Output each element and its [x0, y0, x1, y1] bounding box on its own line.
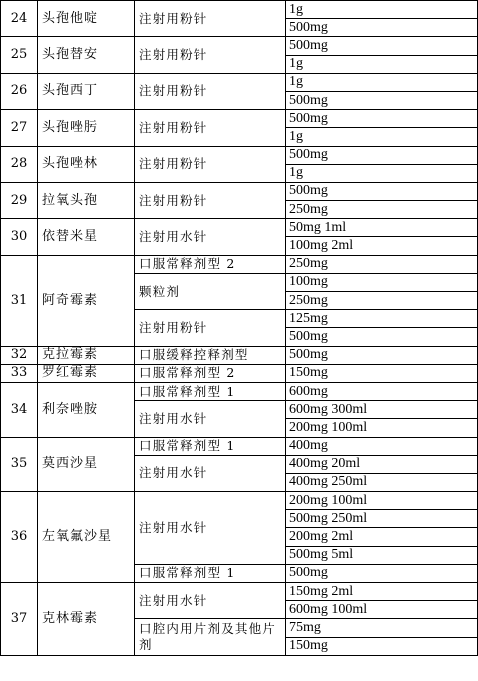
specification: 1g — [286, 1, 478, 19]
table-row — [1, 219, 478, 237]
specification: 500mg — [286, 182, 478, 200]
specification: 200mg 100ml — [286, 419, 478, 437]
drug-name: 依替米星 — [38, 219, 135, 255]
drug-name: 克拉霉素 — [38, 346, 135, 364]
drug-name: 拉氧头孢 — [38, 182, 135, 218]
specification: 150mg — [286, 637, 478, 655]
specification: 150mg — [286, 364, 478, 382]
specification: 600mg — [286, 382, 478, 400]
specification: 50mg 1ml — [286, 219, 478, 237]
specification: 500mg — [286, 110, 478, 128]
row-number: 26 — [1, 73, 38, 109]
drug-name: 利奈唑胺 — [38, 382, 135, 437]
row-number: 24 — [1, 1, 38, 37]
specification: 75mg — [286, 619, 478, 637]
table-row — [1, 364, 478, 382]
specification: 1g — [286, 73, 478, 91]
specification: 200mg 100ml — [286, 492, 478, 510]
dosage-form: 注射用粉针 — [135, 1, 286, 37]
specification: 250mg — [286, 255, 478, 273]
dosage-form: 注射用粉针 — [135, 73, 286, 109]
specification: 500mg 250ml — [286, 510, 478, 528]
dosage-form: 口服常释剂型 2 — [135, 255, 286, 273]
row-number: 34 — [1, 382, 38, 437]
specification: 200mg 2ml — [286, 528, 478, 546]
drug-name: 头孢唑肟 — [38, 110, 135, 146]
specification: 1g — [286, 55, 478, 73]
dosage-form: 注射用水针 — [135, 455, 286, 491]
specification: 600mg 300ml — [286, 401, 478, 419]
specification: 250mg — [286, 201, 478, 219]
table-row — [1, 346, 478, 364]
table-row — [1, 110, 478, 128]
specification: 500mg — [286, 91, 478, 109]
table-row — [1, 382, 478, 400]
dosage-form: 注射用粉针 — [135, 146, 286, 182]
dosage-form: 口腔内用片剂及其他片剂 — [135, 619, 286, 655]
specification: 500mg — [286, 19, 478, 37]
specification: 125mg — [286, 310, 478, 328]
dosage-form: 口服常释剂型 1 — [135, 382, 286, 400]
drug-name: 阿奇霉素 — [38, 255, 135, 346]
specification: 100mg — [286, 273, 478, 291]
specification: 500mg — [286, 37, 478, 55]
row-number: 28 — [1, 146, 38, 182]
drug-name: 头孢唑林 — [38, 146, 135, 182]
specification: 150mg 2ml — [286, 583, 478, 601]
table-row — [1, 492, 478, 510]
drug-name: 罗红霉素 — [38, 364, 135, 382]
specification: 400mg 20ml — [286, 455, 478, 473]
specification: 250mg — [286, 292, 478, 310]
specification: 1g — [286, 164, 478, 182]
drug-name: 莫西沙星 — [38, 437, 135, 492]
dosage-form: 口服常释剂型 1 — [135, 437, 286, 455]
row-number: 31 — [1, 255, 38, 346]
dosage-form: 注射用粉针 — [135, 37, 286, 73]
row-number: 25 — [1, 37, 38, 73]
specification: 400mg — [286, 437, 478, 455]
row-number: 30 — [1, 219, 38, 255]
specification: 500mg — [286, 564, 478, 582]
drug-name: 头孢替安 — [38, 37, 135, 73]
drug-table-body — [1, 1, 478, 656]
table-row — [1, 437, 478, 455]
specification: 1g — [286, 128, 478, 146]
specification: 500mg 5ml — [286, 546, 478, 564]
row-number: 36 — [1, 492, 38, 583]
row-number: 37 — [1, 583, 38, 656]
specification: 400mg 250ml — [286, 473, 478, 491]
row-number: 32 — [1, 346, 38, 364]
table-row — [1, 1, 478, 19]
dosage-form: 注射用水针 — [135, 492, 286, 565]
table-row — [1, 37, 478, 55]
drug-name: 左氧氟沙星 — [38, 492, 135, 583]
dosage-form: 口服常释剂型 1 — [135, 564, 286, 582]
row-number: 29 — [1, 182, 38, 218]
dosage-form: 注射用水针 — [135, 401, 286, 437]
table-row — [1, 73, 478, 91]
row-number: 35 — [1, 437, 38, 492]
table-row — [1, 146, 478, 164]
dosage-form: 口服常释剂型 2 — [135, 364, 286, 382]
drug-name: 头孢他啶 — [38, 1, 135, 37]
dosage-form: 口服缓释控释剂型 — [135, 346, 286, 364]
specification: 500mg — [286, 346, 478, 364]
table-row — [1, 583, 478, 601]
row-number: 33 — [1, 364, 38, 382]
row-number: 27 — [1, 110, 38, 146]
specification: 500mg — [286, 328, 478, 346]
dosage-form: 注射用粉针 — [135, 110, 286, 146]
table-row — [1, 255, 478, 273]
table-row — [1, 182, 478, 200]
dosage-form: 注射用水针 — [135, 583, 286, 619]
dosage-form: 注射用粉针 — [135, 182, 286, 218]
drug-name: 克林霉素 — [38, 583, 135, 656]
dosage-form: 注射用水针 — [135, 219, 286, 255]
dosage-form: 注射用粉针 — [135, 310, 286, 346]
specification: 100mg 2ml — [286, 237, 478, 255]
dosage-form: 颗粒剂 — [135, 273, 286, 309]
specification: 600mg 100ml — [286, 601, 478, 619]
specification: 500mg — [286, 146, 478, 164]
drug-name: 头孢西丁 — [38, 73, 135, 109]
